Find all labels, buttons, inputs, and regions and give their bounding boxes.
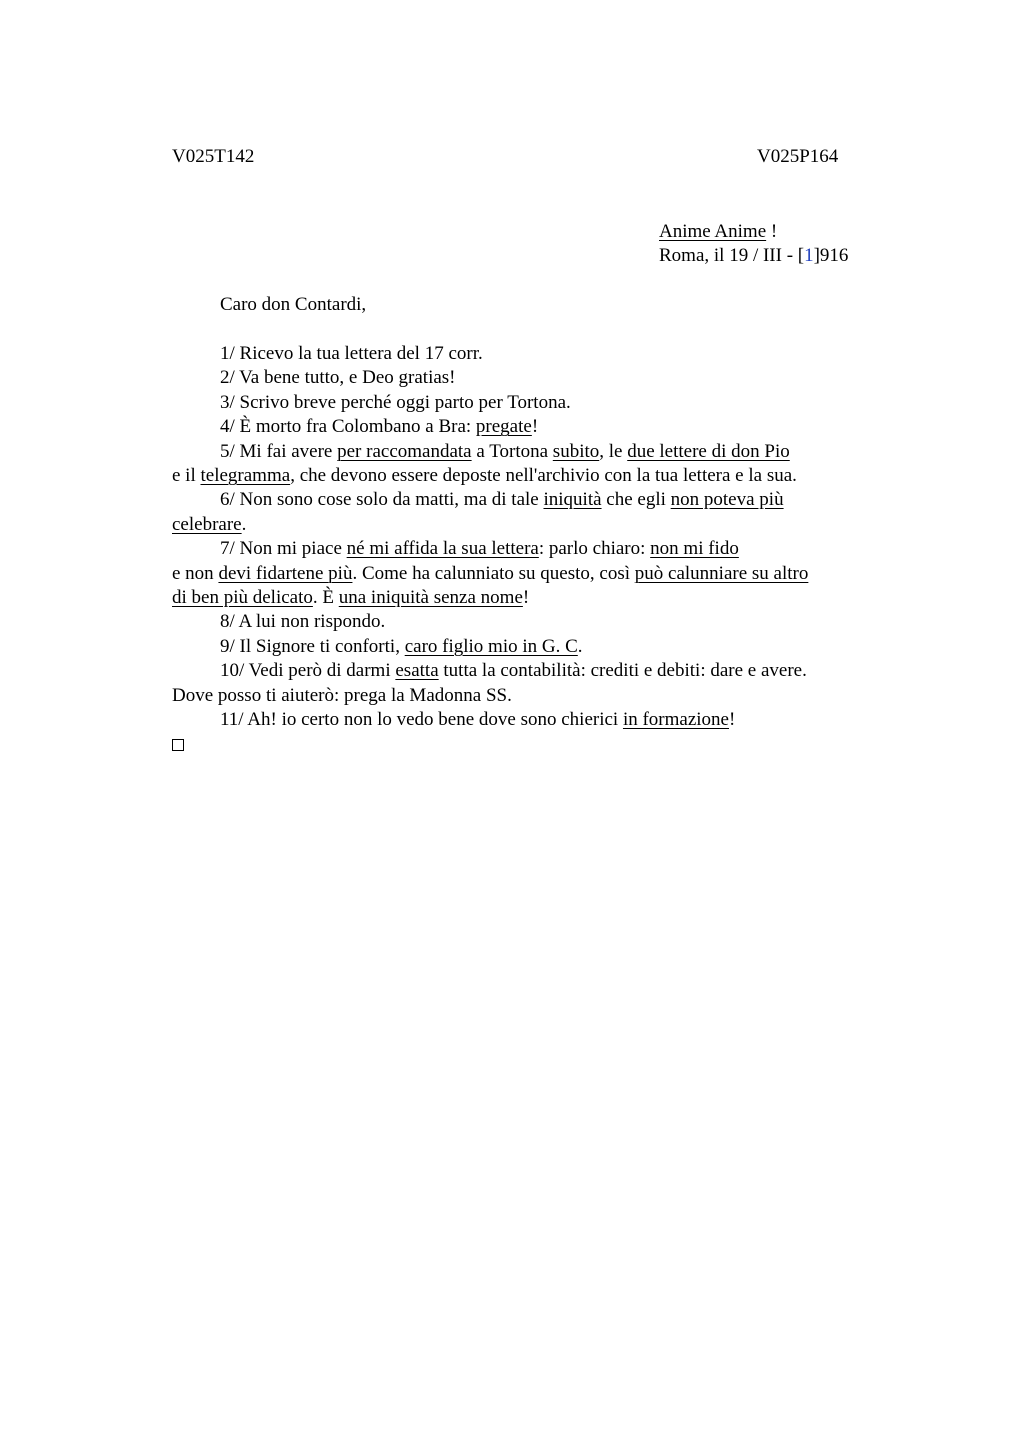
text-run: 11/ Ah! io certo non lo vedo bene dove sono chierici [220,709,623,731]
text-run: a Tortona [471,440,553,462]
underlined-text: né mi affida la sua lettera [346,538,539,560]
motto-line [659,220,848,244]
underlined-text: una iniquità senza nome [338,587,523,609]
text-run: ! [522,587,530,609]
motto-tail: ! [766,221,778,242]
underlined-text: non mi fido [650,538,739,560]
underlined-text: caro figlio mio in G. C [404,635,578,657]
letter-body [172,342,872,758]
text-run: , le [599,440,628,462]
text-run: 7/ Non mi piace [220,538,347,560]
motto: Anime Anime [659,221,767,242]
letter-heading [659,220,848,268]
underlined-text: due lettere di don Pio [627,440,790,462]
text-run: e il [172,465,201,487]
paragraph-6 [172,488,872,512]
underlined-text: pregate [475,416,532,438]
date-line [659,244,848,268]
text-run: . Come ha calunniato su questo, così [352,562,635,584]
text-run: 6/ Non sono cose solo da matti, ma di tale [220,489,544,511]
paragraph-5 [172,440,872,464]
paragraph-8: 8/ A lui non rispondo. [220,611,386,633]
text-run: e non [172,562,219,584]
text-run: ! [729,709,736,731]
date-editorial-digit: 1 [804,245,814,266]
text-run: . [241,513,247,535]
underlined-text: per raccomandata [337,440,472,462]
text-run: che egli [601,489,671,511]
paragraph-3: 3/ Scrivo breve perché oggi parto per Tortona. [220,391,571,413]
text-run: 10/ Vedi però di darmi [220,660,396,682]
text-run: : parlo chiaro: [538,538,651,560]
text-run: . È [312,587,339,609]
underlined-text: devi fidartene più [218,562,353,584]
text-run: , che devono essere deposte nell'archivio con la tua lettera e la sua. [290,465,797,487]
end-marker-line [172,733,872,758]
paragraph-7-continued-2 [172,586,872,610]
text-run: tutta la contabilità: crediti e debiti: dare e avere. [438,660,807,682]
text-run: 5/ Mi fai avere [220,440,338,462]
document-reference-left: V025T142 [172,146,255,167]
paragraph-9 [172,635,872,659]
text-run: 4/ È morto fra Colombano a Bra: [220,416,476,438]
paragraph-7-continued [172,562,872,586]
paragraph-1: 1/ Ricevo la tua lettera del 17 corr. [220,343,483,364]
salutation: Caro don Contardi, [220,294,367,315]
paragraph-6-continued [172,513,872,537]
underlined-text: telegramma [200,465,291,487]
underlined-text: iniquità [543,489,602,511]
underlined-text: non poteva più [670,489,784,511]
end-of-letter-box-icon [172,739,184,751]
paragraph-4 [172,415,872,439]
date-suffix: ]916 [813,245,849,266]
underlined-text: di ben più delicato [172,587,313,609]
underlined-text: celebrare [172,513,242,535]
date-prefix: Roma, il 19 / III - [ [659,245,805,266]
paragraph-7 [172,537,872,561]
text-run: . [577,635,583,657]
document-reference-right: V025P164 [757,146,839,167]
paragraph-5-continued [172,464,872,488]
paragraph-2: 2/ Va bene tutto, e Deo gratias! [220,367,456,389]
text-run: 9/ Il Signore ti conforti, [220,635,405,657]
text-run: ! [531,416,539,438]
paragraph-10-continued: Dove posso ti aiuterò: prega la Madonna SS. [172,684,512,706]
paragraph-10 [172,659,872,683]
paragraph-11 [172,708,872,732]
underlined-text: esatta [395,660,439,682]
underlined-text: può calunniare su altro [634,562,809,584]
underlined-text: in formazione [622,709,729,731]
underlined-text: subito [552,440,600,462]
